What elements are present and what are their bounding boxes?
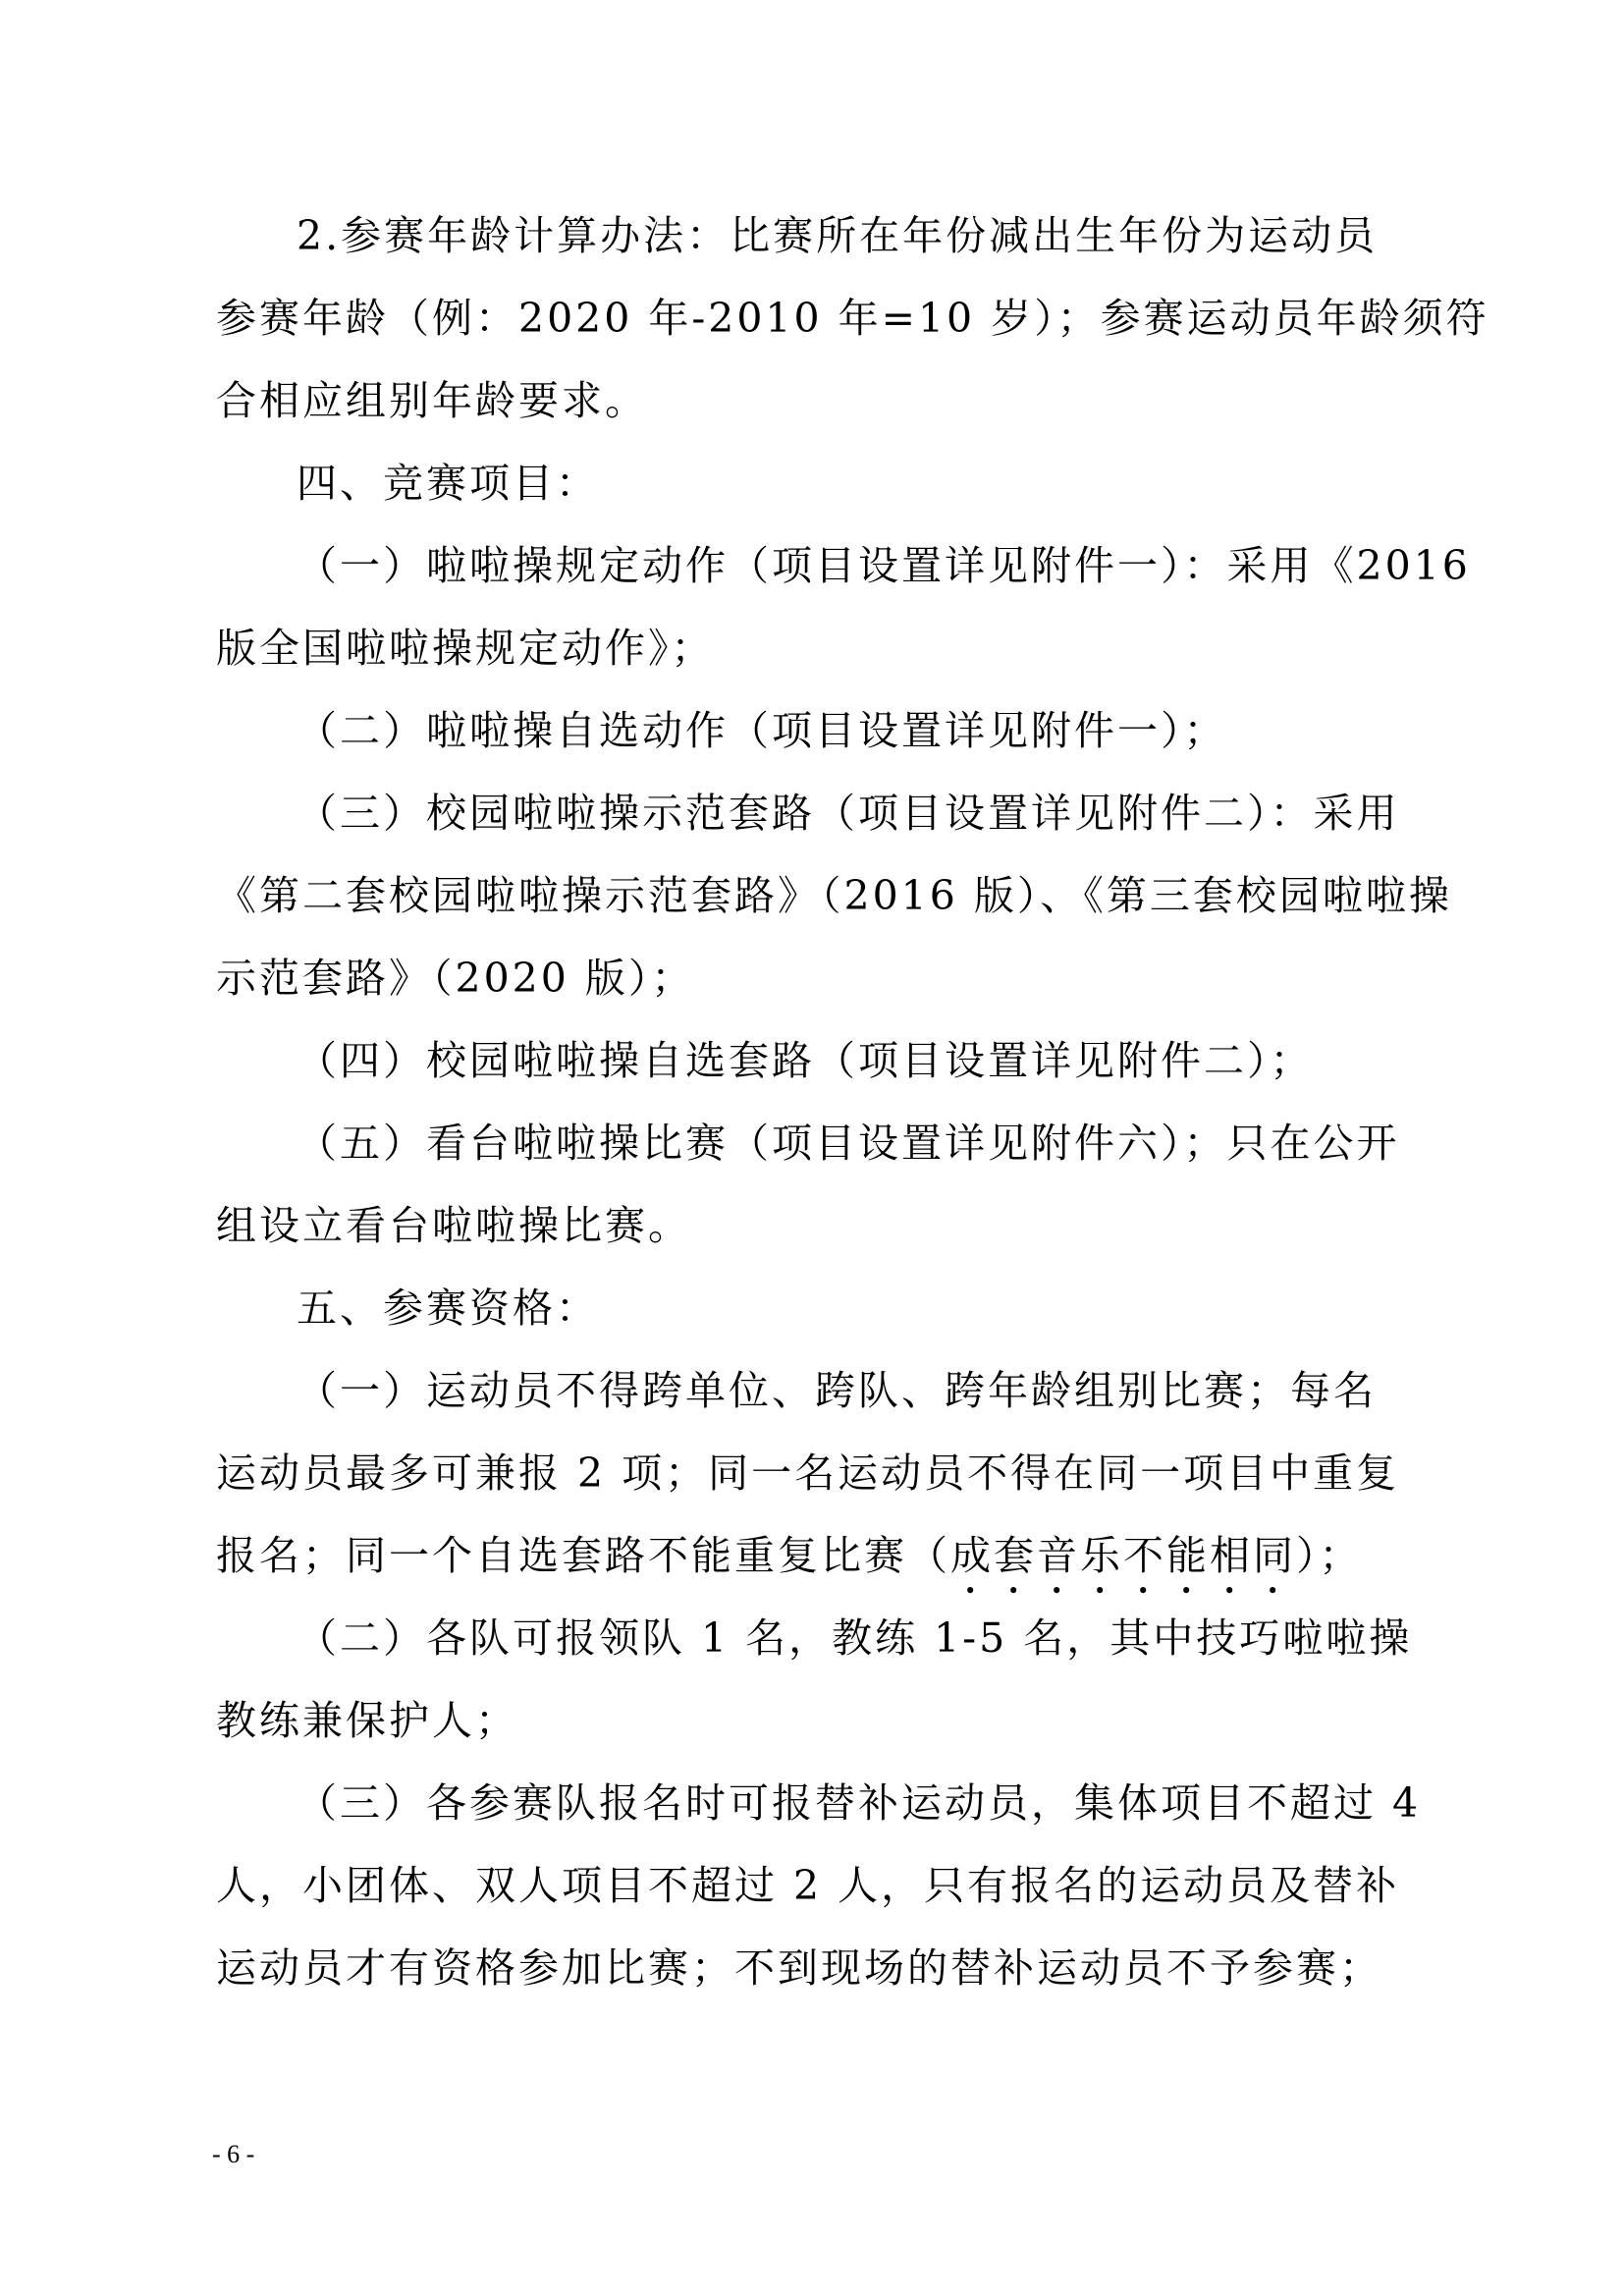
paragraph-line: 人，小团体、双人项目不超过 2 人，只有报名的运动员及替补 (216, 1862, 1400, 1909)
paragraph-line: 参赛年龄（例：2020 年-2010 年=10 岁）；参赛运动员年龄须符 (216, 295, 1489, 342)
page-number: - 6 - (212, 2140, 255, 2168)
paragraph-line: 运动员最多可兼报 2 项；同一名运动员不得在同一项目中重复 (216, 1449, 1400, 1497)
paragraph-line: 组设立看台啦啦操比赛。 (216, 1202, 691, 1249)
paragraph-line (216, 1526, 1424, 1585)
paragraph-line: 《第二套校园啦啦操示范套路》（2016 版）、《第三套校园啦啦操 (216, 872, 1452, 919)
section-heading: 四、竞赛项目： (297, 460, 599, 507)
paragraph-line: 版全国啦啦操规定动作》； (216, 625, 715, 672)
paragraph-line: 示范套路》（2020 版）； (216, 955, 695, 1002)
paragraph-text: 报名；同一个自选套路不能重复比赛 (216, 1532, 907, 1579)
paragraph-line: （三）各参赛队报名时可报替补运动员，集体项目不超过 4 (297, 1779, 1422, 1827)
emphasized-text: （成套音乐不能相同）； (907, 1532, 1363, 1579)
paragraph-line: （一）啦啦操规定动作（项目设置详见附件一）：采用《2016 (297, 542, 1471, 589)
paragraph-line: （三）校园啦啦操示范套路（项目设置详见附件二）：采用 (297, 790, 1400, 837)
paragraph-line: （一）运动员不得跨单位、跨队、跨年龄组别比赛；每名 (297, 1367, 1377, 1414)
paragraph-line: （四）校园啦啦操自选套路（项目设置详见附件二）； (297, 1037, 1314, 1084)
paragraph-line: （二）各队可报领队 1 名，教练 1-5 名，其中技巧啦啦操 (297, 1614, 1413, 1662)
paragraph-line: 教练兼保护人； (216, 1697, 518, 1744)
paragraph-line: 2.参赛年龄计算办法：比赛所在年份减出生年份为运动员 (297, 212, 1379, 259)
paragraph-line: 运动员才有资格参加比赛；不到现场的替补运动员不予参赛； (216, 1944, 1382, 1992)
paragraph-line: （二）啦啦操自选动作（项目设置详见附件一）； (297, 707, 1227, 754)
paragraph-line: 合相应组别年龄要求。 (216, 377, 648, 424)
paragraph-line: （五）看台啦啦操比赛（项目设置详见附件六）；只在公开 (297, 1120, 1400, 1167)
section-heading: 五、参赛资格： (297, 1285, 599, 1332)
